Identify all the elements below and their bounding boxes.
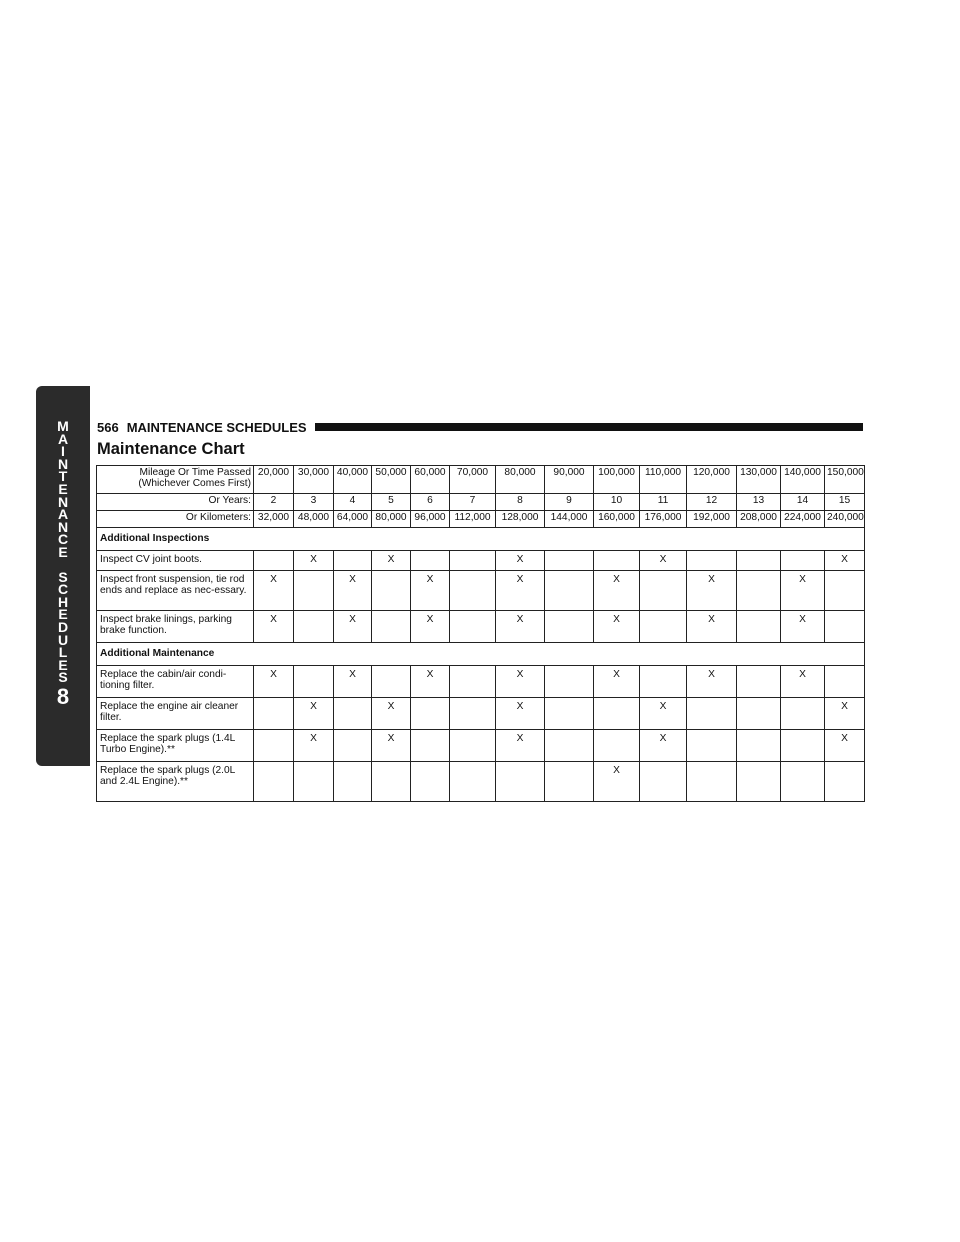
header-value-cell: 9 — [545, 494, 594, 511]
table-row — [97, 762, 865, 802]
schedule-mark-cell — [737, 666, 781, 698]
schedule-mark-cell — [781, 730, 825, 762]
schedule-mark-cell: X — [594, 666, 640, 698]
header-value-cell: 208,000 — [737, 511, 781, 528]
header-value-cell: 120,000 — [687, 466, 737, 494]
table-row — [97, 730, 865, 762]
side-tab-letter: M — [57, 418, 69, 434]
schedule-mark-cell: X — [254, 666, 294, 698]
header-value-cell: 80,000 — [496, 466, 545, 494]
schedule-mark-cell — [781, 762, 825, 802]
schedule-mark-cell — [545, 666, 594, 698]
schedule-mark-cell — [411, 551, 450, 571]
schedule-mark-cell — [825, 571, 865, 611]
table-row — [97, 698, 865, 730]
schedule-mark-cell: X — [372, 551, 411, 571]
side-tab-letter: E — [58, 543, 68, 560]
schedule-mark-cell: X — [334, 611, 372, 643]
schedule-mark-cell: X — [294, 730, 334, 762]
schedule-mark-cell: X — [294, 551, 334, 571]
header-value-cell: 30,000 — [294, 466, 334, 494]
header-value-cell: 112,000 — [450, 511, 496, 528]
schedule-mark-cell — [334, 762, 372, 802]
schedule-mark-cell — [496, 762, 545, 802]
schedule-mark-cell — [640, 666, 687, 698]
side-tab-letter: U — [57, 631, 69, 648]
schedule-mark-cell — [254, 730, 294, 762]
side-tab-letter: E — [58, 480, 68, 497]
schedule-mark-cell — [372, 611, 411, 643]
schedule-mark-cell — [294, 762, 334, 802]
schedule-mark-cell — [334, 730, 372, 762]
schedule-mark-cell — [737, 571, 781, 611]
header-value-cell: 40,000 — [334, 466, 372, 494]
header-value-cell: 10 — [594, 494, 640, 511]
side-tab-letter: N — [57, 493, 69, 510]
schedule-mark-cell: X — [411, 666, 450, 698]
header-value-cell: 160,000 — [594, 511, 640, 528]
header-value-cell: 110,000 — [640, 466, 687, 494]
table-row — [97, 666, 865, 698]
schedule-mark-cell: X — [594, 571, 640, 611]
chapter-side-tab — [36, 386, 90, 766]
header-value-cell: 13 — [737, 494, 781, 511]
schedule-mark-cell — [737, 762, 781, 802]
schedule-mark-cell — [254, 698, 294, 730]
schedule-mark-cell: X — [496, 551, 545, 571]
section-heading-row — [97, 643, 865, 666]
item-label-cell: Inspect brake linings, parking brake function. — [97, 611, 254, 643]
section-heading: Additional Maintenance — [97, 643, 865, 666]
maintenance-table-wrapper — [96, 465, 864, 802]
schedule-mark-cell — [545, 730, 594, 762]
schedule-mark-cell — [687, 762, 737, 802]
schedule-mark-cell: X — [372, 698, 411, 730]
header-value-cell: 150,000 — [825, 466, 865, 494]
schedule-mark-cell — [450, 762, 496, 802]
side-tab-letter: C — [57, 581, 69, 598]
schedule-mark-cell: X — [372, 730, 411, 762]
schedule-mark-cell — [687, 698, 737, 730]
side-tab-letter: S — [58, 669, 68, 686]
header-value-cell: 11 — [640, 494, 687, 511]
side-tab-letter: D — [57, 618, 69, 635]
schedule-mark-cell — [545, 762, 594, 802]
section-heading-row — [97, 528, 865, 551]
schedule-mark-cell: X — [640, 551, 687, 571]
page-number: 566 — [97, 419, 119, 435]
schedule-mark-cell: X — [496, 611, 545, 643]
schedule-mark-cell: X — [825, 551, 865, 571]
chart-title: Maintenance Chart — [97, 440, 245, 458]
schedule-mark-cell — [545, 611, 594, 643]
header-value-cell: 80,000 — [372, 511, 411, 528]
schedule-mark-cell — [594, 551, 640, 571]
schedule-mark-cell: X — [781, 571, 825, 611]
side-tab-letter: T — [58, 468, 68, 485]
schedule-mark-cell — [825, 611, 865, 643]
schedule-mark-cell: X — [254, 571, 294, 611]
schedule-mark-cell — [372, 666, 411, 698]
side-tab-letter: E — [58, 606, 68, 623]
schedule-mark-cell — [411, 698, 450, 730]
schedule-mark-cell — [781, 698, 825, 730]
schedule-mark-cell: X — [825, 698, 865, 730]
schedule-mark-cell — [450, 698, 496, 730]
schedule-mark-cell: X — [781, 611, 825, 643]
schedule-mark-cell — [640, 762, 687, 802]
header-value-cell: 32,000 — [254, 511, 294, 528]
schedule-mark-cell: X — [594, 762, 640, 802]
header-value-cell: 176,000 — [640, 511, 687, 528]
header-rule — [315, 423, 863, 431]
schedule-mark-cell — [450, 551, 496, 571]
schedule-mark-cell: X — [781, 666, 825, 698]
schedule-mark-cell — [640, 611, 687, 643]
header-value-cell: 8 — [496, 494, 545, 511]
item-label-cell: Replace the spark plugs (1.4L Turbo Engine).** — [97, 730, 254, 762]
schedule-mark-cell — [372, 762, 411, 802]
schedule-mark-cell — [687, 551, 737, 571]
schedule-mark-cell — [450, 571, 496, 611]
header-value-cell: 3 — [294, 494, 334, 511]
header-value-cell: 140,000 — [781, 466, 825, 494]
schedule-mark-cell: X — [640, 730, 687, 762]
schedule-mark-cell — [334, 551, 372, 571]
schedule-mark-cell: X — [334, 571, 372, 611]
side-tab-letter: N — [57, 455, 69, 472]
schedule-mark-cell — [450, 666, 496, 698]
schedule-mark-cell: X — [640, 698, 687, 730]
schedule-mark-cell: X — [496, 730, 545, 762]
header-label-cell: Or Years: — [97, 494, 254, 511]
schedule-mark-cell: X — [411, 611, 450, 643]
schedule-mark-cell — [781, 551, 825, 571]
item-label-cell: Inspect CV joint boots. — [97, 551, 254, 571]
schedule-mark-cell — [825, 666, 865, 698]
schedule-mark-cell — [640, 571, 687, 611]
schedule-mark-cell — [825, 762, 865, 802]
item-label-cell: Replace the engine air cleaner filter. — [97, 698, 254, 730]
schedule-mark-cell — [450, 730, 496, 762]
header-value-cell: 5 — [372, 494, 411, 511]
table-row — [97, 571, 865, 611]
header-value-cell: 20,000 — [254, 466, 294, 494]
header-value-cell: 12 — [687, 494, 737, 511]
schedule-mark-cell — [545, 551, 594, 571]
maintenance-table — [96, 465, 865, 802]
header-value-cell: 6 — [411, 494, 450, 511]
header-value-cell: 144,000 — [545, 511, 594, 528]
schedule-mark-cell: X — [334, 666, 372, 698]
schedule-mark-cell: X — [687, 666, 737, 698]
header-value-cell: 100,000 — [594, 466, 640, 494]
header-value-cell: 90,000 — [545, 466, 594, 494]
schedule-mark-cell — [411, 730, 450, 762]
header-value-cell: 4 — [334, 494, 372, 511]
side-tab-letter: I — [61, 443, 65, 460]
schedule-mark-cell — [737, 551, 781, 571]
table-header-row — [97, 466, 865, 494]
side-tab-letter: E — [58, 656, 68, 673]
header-value-cell: 130,000 — [737, 466, 781, 494]
schedule-mark-cell — [594, 730, 640, 762]
schedule-mark-cell — [294, 611, 334, 643]
side-tab-letter: N — [57, 518, 69, 535]
chapter-number: 8 — [56, 683, 70, 709]
item-label-cell: Inspect front suspension, tie rod ends and replace as nec-essary. — [97, 571, 254, 611]
section-heading: Additional Inspections — [97, 528, 865, 551]
schedule-mark-cell: X — [411, 571, 450, 611]
schedule-mark-cell — [737, 611, 781, 643]
header-value-cell: 70,000 — [450, 466, 496, 494]
schedule-mark-cell — [254, 762, 294, 802]
schedule-mark-cell — [372, 571, 411, 611]
header-value-cell: 7 — [450, 494, 496, 511]
schedule-mark-cell: X — [594, 611, 640, 643]
side-tab-letter: C — [57, 531, 69, 548]
section-title: MAINTENANCE SCHEDULES — [126, 419, 307, 435]
table-header-row — [97, 511, 865, 528]
side-tab-letter: S — [58, 568, 68, 585]
schedule-mark-cell — [294, 571, 334, 611]
table-row — [97, 611, 865, 643]
schedule-mark-cell: X — [825, 730, 865, 762]
schedule-mark-cell — [687, 730, 737, 762]
table-header-row — [97, 494, 865, 511]
side-tab-letter: A — [57, 506, 69, 523]
header-value-cell: 50,000 — [372, 466, 411, 494]
schedule-mark-cell — [450, 611, 496, 643]
table-row — [97, 551, 865, 571]
schedule-mark-cell — [294, 666, 334, 698]
schedule-mark-cell: X — [496, 571, 545, 611]
side-tab-letter: H — [57, 593, 69, 610]
schedule-mark-cell — [334, 698, 372, 730]
schedule-mark-cell — [594, 698, 640, 730]
schedule-mark-cell — [737, 730, 781, 762]
header-value-cell: 60,000 — [411, 466, 450, 494]
header-value-cell: 96,000 — [411, 511, 450, 528]
schedule-mark-cell: X — [496, 666, 545, 698]
schedule-mark-cell — [545, 698, 594, 730]
item-label-cell: Replace the spark plugs (2.0L and 2.4L Engine).** — [97, 762, 254, 802]
side-tab-letter: L — [58, 644, 68, 661]
header-value-cell: 240,000 — [825, 511, 865, 528]
header-value-cell: 2 — [254, 494, 294, 511]
page-header — [97, 419, 863, 435]
schedule-mark-cell — [411, 762, 450, 802]
header-label-cell: Mileage Or Time Passed (Whichever Comes First) — [97, 466, 254, 494]
schedule-mark-cell — [737, 698, 781, 730]
header-value-cell: 64,000 — [334, 511, 372, 528]
header-value-cell: 48,000 — [294, 511, 334, 528]
header-value-cell: 192,000 — [687, 511, 737, 528]
header-value-cell: 128,000 — [496, 511, 545, 528]
side-tab-letter: A — [57, 430, 69, 447]
item-label-cell: Replace the cabin/air condi-tioning filter. — [97, 666, 254, 698]
schedule-mark-cell: X — [687, 571, 737, 611]
header-value-cell: 224,000 — [781, 511, 825, 528]
header-value-cell: 14 — [781, 494, 825, 511]
schedule-mark-cell: X — [294, 698, 334, 730]
schedule-mark-cell: X — [687, 611, 737, 643]
schedule-mark-cell — [545, 571, 594, 611]
schedule-mark-cell: X — [254, 611, 294, 643]
schedule-mark-cell — [254, 551, 294, 571]
header-label-cell: Or Kilometers: — [97, 511, 254, 528]
schedule-mark-cell: X — [496, 698, 545, 730]
header-value-cell: 15 — [825, 494, 865, 511]
